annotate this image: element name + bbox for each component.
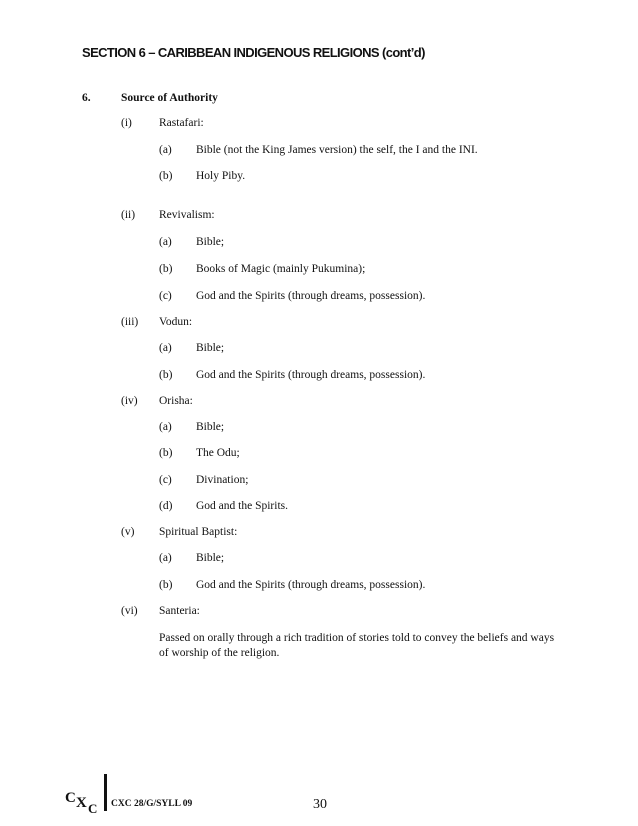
list-item: God and the Spirits. [196, 500, 288, 512]
cxc-logo-letter-c2: C [88, 801, 98, 816]
subsection-number: (iii) [121, 316, 139, 328]
list-item: Bible (not the King James version) the self, the I and the INI. [196, 144, 478, 156]
list-item: Bible; [196, 552, 225, 564]
subsection-name: Orisha: [159, 395, 193, 407]
syllabus-code: CXC 28/G/SYLL 09 [111, 799, 193, 809]
list-item: God and the Spirits (through dreams, possession). [196, 290, 426, 302]
list-item: God and the Spirits (through dreams, possession). [196, 369, 426, 381]
subsection-name: Rastafari: [159, 117, 204, 129]
list-letter: (a) [159, 421, 172, 433]
list-letter: (b) [159, 579, 173, 591]
list-item: The Odu; [196, 447, 240, 459]
subsection-number: (iv) [121, 395, 138, 407]
list-letter: (c) [159, 290, 172, 302]
subsection-name: Santeria: [159, 605, 200, 617]
section-heading: SECTION 6 – CARIBBEAN INDIGENOUS RELIGIONS (cont’d) [82, 45, 425, 60]
subsection-number: (v) [121, 526, 135, 538]
list-letter: (b) [159, 447, 173, 459]
cxc-logo [64, 780, 108, 816]
page-number: 30 [313, 797, 327, 812]
list-item: God and the Spirits (through dreams, possession). [196, 579, 426, 591]
item-number: 6. [82, 92, 91, 104]
list-letter: (b) [159, 170, 173, 182]
list-letter: (c) [159, 474, 172, 486]
subsection-name: Revivalism: [159, 209, 215, 221]
subsection-name: Vodun: [159, 316, 193, 328]
list-letter: (a) [159, 552, 172, 564]
list-item: Books of Magic (mainly Pukumina); [196, 263, 366, 275]
list-item: Holy Piby. [196, 170, 246, 182]
subsection-number: (vi) [121, 605, 138, 617]
list-item: Bible; [196, 236, 225, 248]
subsection-number: (ii) [121, 209, 136, 221]
list-item: Bible; [196, 421, 225, 433]
cxc-logo-letter-c1: C [65, 790, 76, 806]
footer-vertical-rule [104, 774, 107, 811]
item-title: Source of Authority [121, 92, 218, 104]
cxc-logo-letter-x: X [76, 795, 87, 811]
list-letter: (b) [159, 369, 173, 381]
subsection-name: Spiritual Baptist: [159, 526, 238, 538]
subsection-number: (i) [121, 117, 132, 129]
list-letter: (b) [159, 263, 173, 275]
list-letter: (a) [159, 236, 172, 248]
list-letter: (a) [159, 342, 172, 354]
list-item: Bible; [196, 342, 225, 354]
list-item: Divination; [196, 474, 249, 486]
list-letter: (d) [159, 500, 173, 512]
paragraph: Passed on orally through a rich tradition of stories told to convey the beliefs and ways of worship of the religion. [159, 632, 555, 659]
list-letter: (a) [159, 144, 172, 156]
